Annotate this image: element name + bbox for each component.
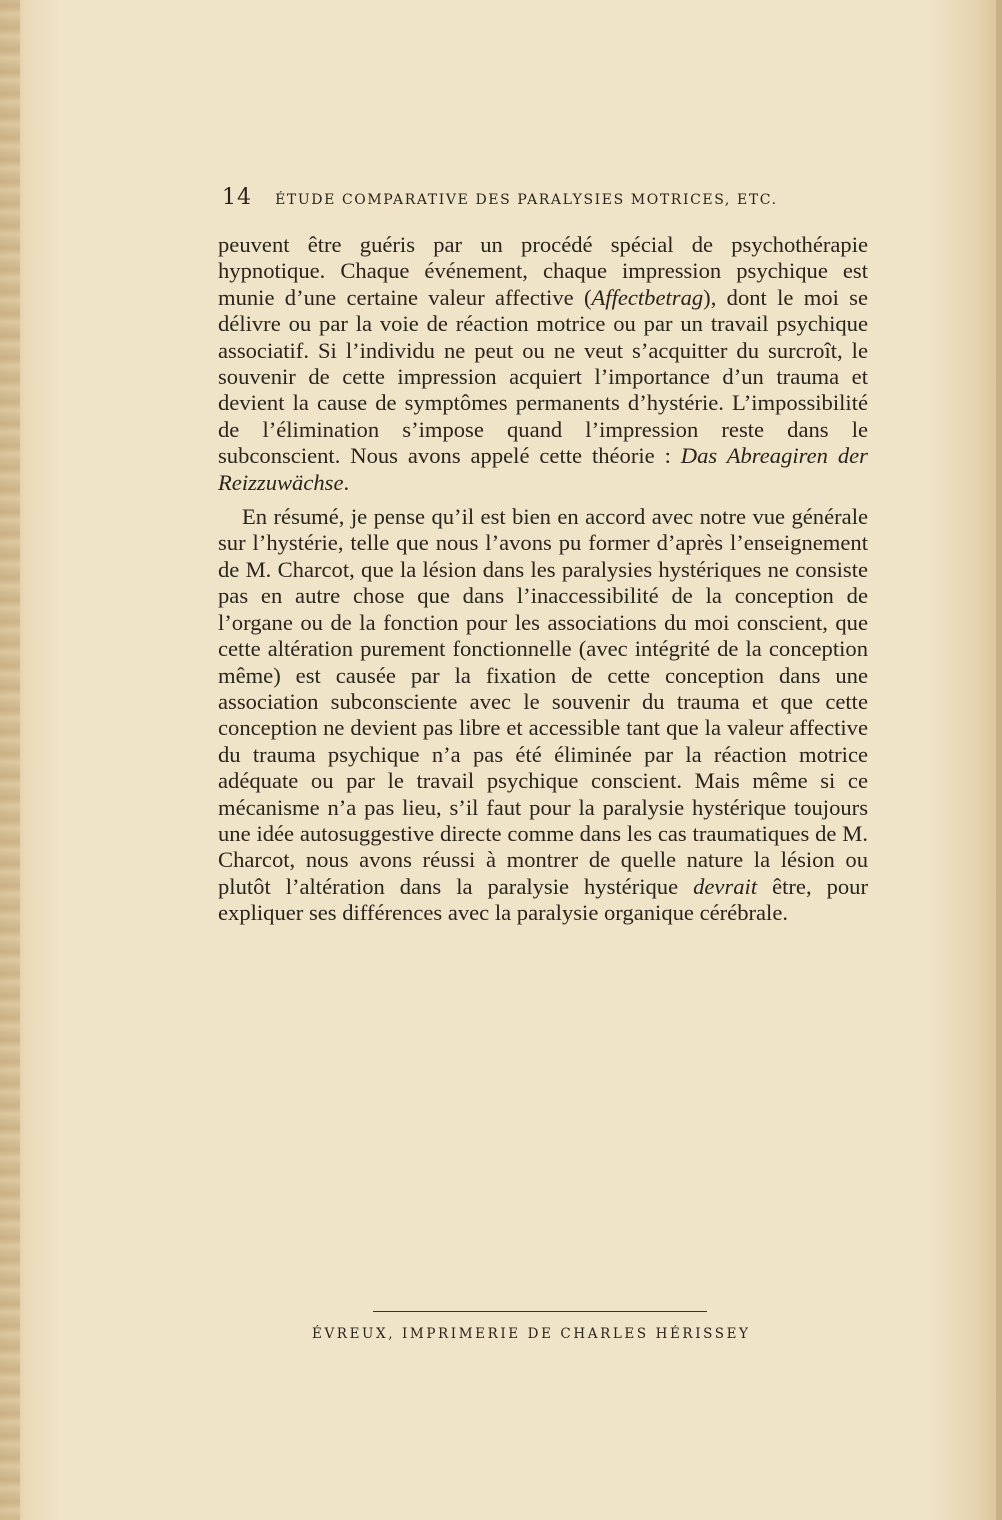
paragraph-2: [218, 504, 868, 927]
paragraph-1-italic-theory: Das Abreagiren der Reizzuwächse: [218, 443, 868, 495]
paragraph-2-italic-word: devrait: [693, 873, 758, 899]
footer-rule: [373, 1311, 707, 1312]
paragraph-1-text-c: .: [343, 469, 350, 495]
running-header: [222, 185, 822, 210]
torn-left-edge: [0, 0, 20, 1520]
paragraph-1-text-b: ), dont le moi se délivre ou par la voie de réaction motrice ou par un travail psychique associatif. Si l’individu ne peut ou ne veut s’acquitter du surcroît, le souvenir de cette impression acquiert l’importance d’un trauma et devient la cause de symptômes permanents d’hystérie. L’impossibilité de l’élimination s’impose quand l’impression reste dans le subconscient. Nous avons appelé cette théorie :: [218, 284, 868, 469]
paragraph-2-text-b: être, pour expliquer ses différences avec la paralysie organique cérébrale.: [218, 873, 868, 926]
body-text: [218, 232, 868, 927]
paragraph-1-text-a: peuvent être guéris par un procédé spécial de psychothérapie hypnotique. Chaque événement, chaque impression psychique est munie d’une certaine valeur affective (: [218, 232, 868, 310]
running-title: ÉTUDE COMPARATIVE DES PARALYSIES MOTRICES, ETC.: [275, 192, 778, 208]
page-right-edge: [996, 0, 1002, 1520]
paragraph-2-text-a: En résumé, je pense qu’il est bien en accord avec notre vue générale sur l’hystérie, telle que nous l’avons pu former d’après l’enseignement de M. Charcot, que la lésion dans les paralysies hystériques ne consiste pas en autre chose que dans l’inaccessibilité de la conception de l’organe ou de la fonction pour les associations du moi conscient, que cette altération purement fonctionnelle (avec intégrité de la conception même) est causée par la fixation de cette conception dans une association subconsciente avec le souvenir du trauma et que cette conception ne devient pas libre et accessible tant que la valeur affective du trauma psychique n’a pas été éliminée par la réaction motrice adéquate ou par le travail psychique conscient. Mais même si ce mécanisme n’a pas lieu, s’il faut pour la paralysie hystérique toujours une idée autosuggestive directe comme dans les cas traumatiques de M. Charcot, nous avons réussi à montrer de quelle nature la lésion ou plutôt l’altération dans la paralysie hystérique: [218, 504, 868, 899]
paragraph-1-italic-term: Affectbetrag: [591, 284, 704, 310]
paragraph-1: [218, 232, 868, 496]
printer-imprint: ÉVREUX, IMPRIMERIE DE CHARLES HÉRISSEY: [312, 1326, 751, 1342]
page-number: 14: [222, 185, 252, 210]
